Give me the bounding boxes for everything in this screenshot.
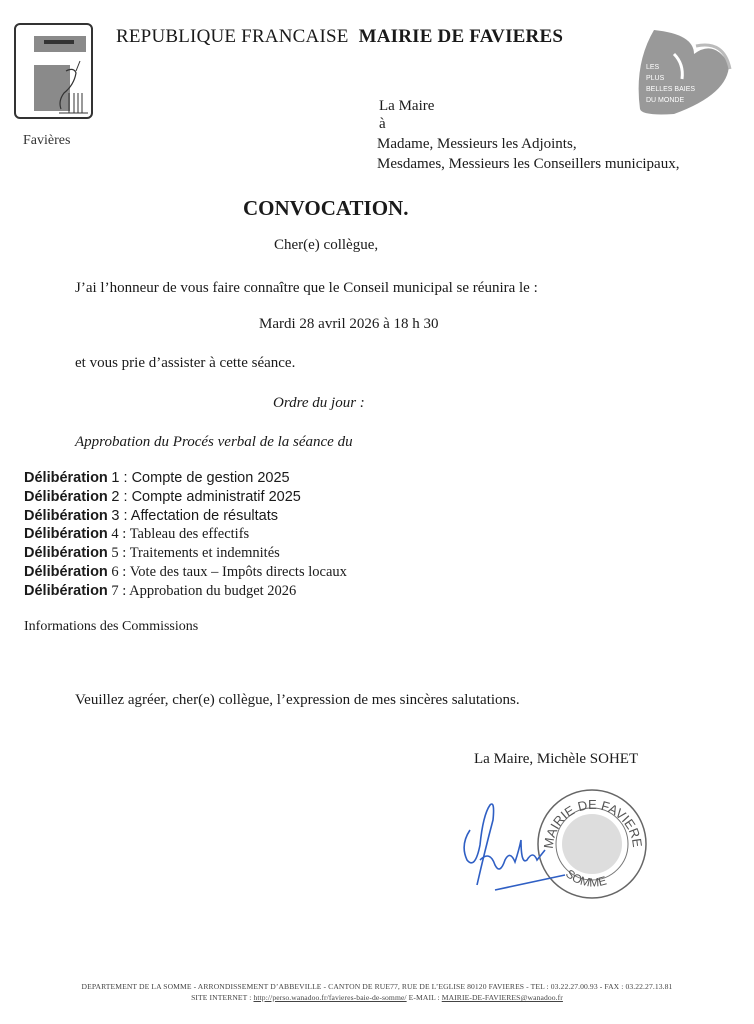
site-label: SITE INTERNET : (191, 993, 254, 1002)
deliberation-item (24, 583, 296, 600)
deliberation-text: : Compte administratif 2025 (119, 488, 301, 505)
deliberation-number: 4 (111, 526, 119, 543)
recipient-line: Mesdames, Messieurs les Conseillers municipaux, (377, 156, 680, 172)
deliberation-item (24, 508, 278, 525)
deliberation-number: 1 (111, 470, 120, 486)
letterhead (116, 26, 563, 48)
deliberation-item (24, 470, 290, 487)
favieres-logo (14, 23, 93, 148)
deliberation-label: Délibération (24, 507, 108, 524)
deliberation-label: Délibération (24, 488, 108, 505)
deliberation-text: : Tableau des effectifs (118, 526, 250, 543)
site-link[interactable]: http://perso.wanadoo.fr/favieres-baie-de-somme/ (253, 993, 407, 1002)
deliberation-text: : Affectation de résultats (119, 507, 279, 524)
sender: La Maire (379, 98, 435, 114)
request: et vous prie d’assister à cette séance. (75, 355, 296, 371)
email-label: E-MAIL : (406, 993, 442, 1002)
deliberation-number: 5 (111, 545, 119, 562)
seal-top-text: MAIRIE DE FAVIERE (540, 796, 646, 850)
logo-text-line: BELLES BAIES (646, 86, 696, 93)
deliberation-number: 7 (111, 582, 119, 599)
deliberation-number: 6 (111, 564, 119, 580)
meeting-date: Mardi 28 avril 2026 à 18 h 30 (259, 316, 439, 332)
logo-text-line: DU MONDE (646, 97, 685, 104)
deliberation-text: : Traitements et indemnités (118, 545, 280, 562)
footer-address: DEPARTEMENT DE LA SOMME - ARRONDISSEMENT D’ABBEVILLE - CANTON DE RUE77, RUE DE L’EGLISE 80120 FAVIERES - TEL : 03.22.27.00.93 - FAX : 03.22.27.13.81 (81, 982, 673, 991)
handwritten-signature (455, 790, 575, 900)
deliberation-number: 2 (111, 488, 120, 505)
agenda-title: Ordre du jour : (273, 395, 365, 411)
deliberation-text: : Compte de gestion 2025 (119, 470, 290, 486)
agenda-first-item: Approbation du Procés verbal de la séance du (75, 434, 353, 450)
deliberation-item (24, 545, 280, 562)
deliberation-label: Délibération (24, 526, 108, 543)
deliberation-label: Délibération (24, 564, 108, 580)
closing: Veuillez agréer, cher(e) collègue, l’expression de mes sincères salutations. (75, 692, 520, 708)
informations: Informations des Commissions (24, 619, 199, 634)
deliberation-item (24, 564, 347, 581)
logo-caption: Favières (23, 133, 71, 148)
signatory: La Maire, Michèle SOHET (474, 751, 639, 767)
logo-text-line: PLUS (646, 75, 665, 82)
deliberation-item (24, 526, 249, 543)
intro: J’ai l’honneur de vous faire connaître que le Conseil municipal se réunira le : (75, 280, 538, 296)
deliberation-number: 3 (111, 507, 120, 524)
document-title: CONVOCATION. (243, 196, 409, 220)
mairie-title: MAIRIE DE FAVIERES (358, 26, 564, 47)
seal-bottom-text: SOMME (562, 866, 608, 890)
footer-contact (0, 993, 754, 1002)
deliberation-label: Délibération (24, 582, 108, 599)
republic-title: REPUBLIQUE FRANCAISE (116, 26, 349, 47)
logo-text-line: LES (646, 64, 660, 71)
deliberation-text: : Vote des taux – Impôts directs locaux (118, 564, 347, 580)
to-word: à (379, 116, 386, 132)
deliberation-label: Délibération (24, 470, 108, 486)
email-link[interactable]: MAIRIE-DE-FAVIERES@wanadoo.fr (441, 993, 563, 1002)
deliberation-text: : Approbation du budget 2026 (118, 582, 297, 599)
deliberation-item (24, 489, 301, 506)
recipient-line: Madame, Messieurs les Adjoints, (377, 136, 577, 152)
belles-baies-logo (634, 24, 734, 120)
deliberation-label: Délibération (24, 545, 108, 562)
salutation: Cher(e) collègue, (274, 237, 379, 253)
